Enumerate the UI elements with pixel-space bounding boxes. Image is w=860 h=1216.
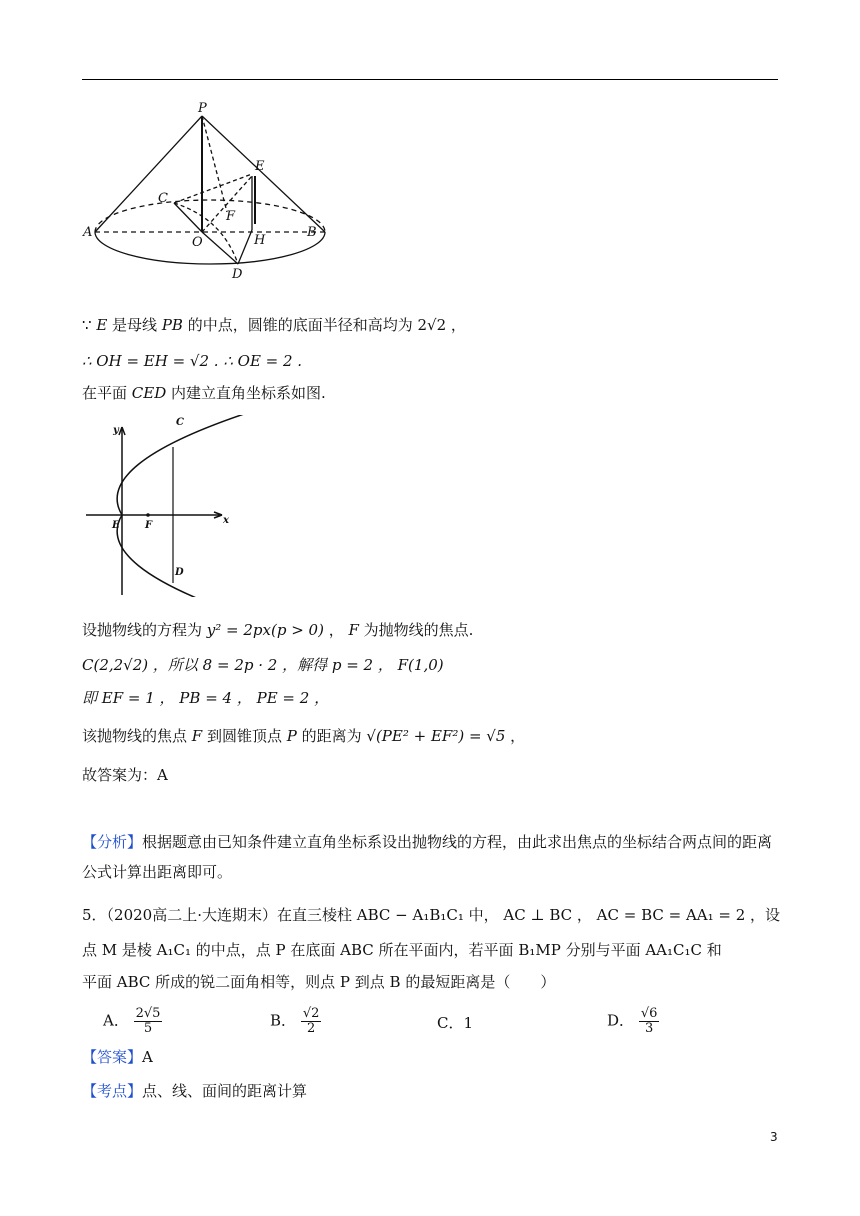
text: 到圆锥顶点 bbox=[202, 727, 287, 745]
option-c[interactable] bbox=[437, 1012, 473, 1033]
option-d[interactable] bbox=[607, 1007, 659, 1036]
text: 内建立直角坐标系如图. bbox=[166, 384, 326, 402]
fraction: $\frac{2√5}{5}$ bbox=[135, 1006, 161, 1036]
label-E: E bbox=[255, 159, 265, 174]
analysis-text: 根据题意由已知条件建立直角坐标系设出抛物线的方程，由此求出焦点的坐标结合两点间的距离公式计算出距离即可。 bbox=[82, 833, 773, 881]
parabola-figure bbox=[82, 415, 252, 597]
solution-line-4 bbox=[82, 620, 473, 640]
label-A: A bbox=[83, 225, 93, 240]
fraction: $\frac{√2}{2}$ bbox=[302, 1006, 320, 1036]
text: 为抛物线的焦点. bbox=[358, 621, 474, 639]
text: 在平面 bbox=[82, 384, 132, 402]
point-F: F bbox=[191, 727, 203, 745]
answer-statement: 故答案为：A bbox=[82, 766, 168, 784]
kaodian-tag: 【考点】 bbox=[82, 1082, 143, 1100]
option-letter: D． bbox=[607, 1011, 635, 1030]
header-rule bbox=[82, 79, 778, 80]
segment-PB: PB bbox=[161, 316, 183, 334]
question-line-3: 平面 ABC 所成的锐二面角相等，则点 P 到点 B 的最短距离是（ ） bbox=[82, 973, 556, 991]
question-source: （2020高二上·大连期末） bbox=[106, 906, 277, 924]
point-E: E bbox=[96, 316, 108, 334]
solution-line-3 bbox=[82, 383, 326, 403]
label-P: P bbox=[198, 101, 207, 116]
question-line-2: 点 M 是棱 A₁C₁ 的中点，点 P 在底面 ABC 所在平面内，若平面 B₁MP 分别与平面 AA₁C₁C 和 bbox=[82, 941, 722, 959]
kaodian-value: 点、线、面间的距离计算 bbox=[142, 1082, 308, 1100]
option-letter: A． bbox=[103, 1011, 129, 1030]
label-O: O bbox=[192, 235, 203, 250]
point-F: F bbox=[348, 621, 359, 639]
answer-tag: 【答案】 bbox=[82, 1048, 143, 1066]
question-text-1: 在直三棱柱 ABC − A₁B₁C₁ 中， AC ⊥ BC ， AC = BC = AA₁ = 2 ，设 bbox=[277, 906, 781, 924]
option-letter: C． bbox=[437, 1014, 464, 1032]
page-number: 3 bbox=[770, 1130, 778, 1144]
distance-formula: √(PE² + EF²) = √5 bbox=[366, 727, 506, 745]
label-F: F bbox=[145, 520, 153, 531]
label-x: x bbox=[223, 515, 229, 526]
text: 该抛物线的焦点 bbox=[82, 727, 192, 745]
solution-line-6: 即 EF = 1 ， PB = 4 ， PE = 2 ， bbox=[82, 689, 330, 707]
question-line-1 bbox=[82, 905, 780, 925]
label-H: H bbox=[254, 233, 266, 248]
text: ， bbox=[446, 316, 466, 334]
text: ， bbox=[323, 621, 349, 639]
option-value: 1 bbox=[463, 1014, 474, 1032]
text: 的中点，圆锥的底面半径和高均为 bbox=[182, 316, 418, 334]
label-y: y bbox=[113, 425, 119, 436]
text: ， bbox=[505, 727, 526, 745]
option-b[interactable] bbox=[270, 1007, 321, 1036]
answer-line bbox=[82, 1047, 153, 1067]
cone-figure bbox=[82, 100, 332, 285]
value: 2√2 bbox=[417, 316, 447, 334]
question-number: 5． bbox=[82, 906, 107, 924]
label-B: B bbox=[307, 225, 317, 240]
fraction: $\frac{√6}{3}$ bbox=[640, 1006, 658, 1036]
label-D: D bbox=[232, 267, 243, 282]
point-P: P bbox=[286, 727, 297, 745]
label-F: F bbox=[226, 209, 236, 224]
solution-line-2: ∴ OH = EH = √2 . ∴ OE = 2 . bbox=[82, 352, 303, 370]
analysis-tag: 【分析】 bbox=[82, 833, 143, 851]
kaodian-line bbox=[82, 1081, 307, 1101]
text: 的距离为 bbox=[296, 727, 367, 745]
analysis-paragraph bbox=[82, 827, 778, 887]
plane-CED: CED bbox=[131, 384, 167, 402]
label-C: C bbox=[176, 417, 184, 428]
solution-line-5: C(2,2√2) ，所以 8 = 2p · 2 ，解得 p = 2 ， F(1,0) bbox=[82, 656, 444, 674]
answer-value: A bbox=[142, 1048, 153, 1066]
solution-line-1 bbox=[82, 315, 466, 335]
text: 是母线 bbox=[107, 316, 162, 334]
parabola-equation: y² = 2px(p > 0) bbox=[206, 621, 324, 639]
because-symbol: ∵ bbox=[82, 316, 97, 334]
option-letter: B． bbox=[270, 1011, 297, 1030]
solution-line-7 bbox=[82, 726, 525, 746]
label-E: E bbox=[112, 520, 120, 531]
option-a[interactable] bbox=[103, 1007, 162, 1036]
label-C: C bbox=[158, 191, 168, 206]
label-D: D bbox=[175, 567, 184, 578]
text: 设抛物线的方程为 bbox=[82, 621, 207, 639]
